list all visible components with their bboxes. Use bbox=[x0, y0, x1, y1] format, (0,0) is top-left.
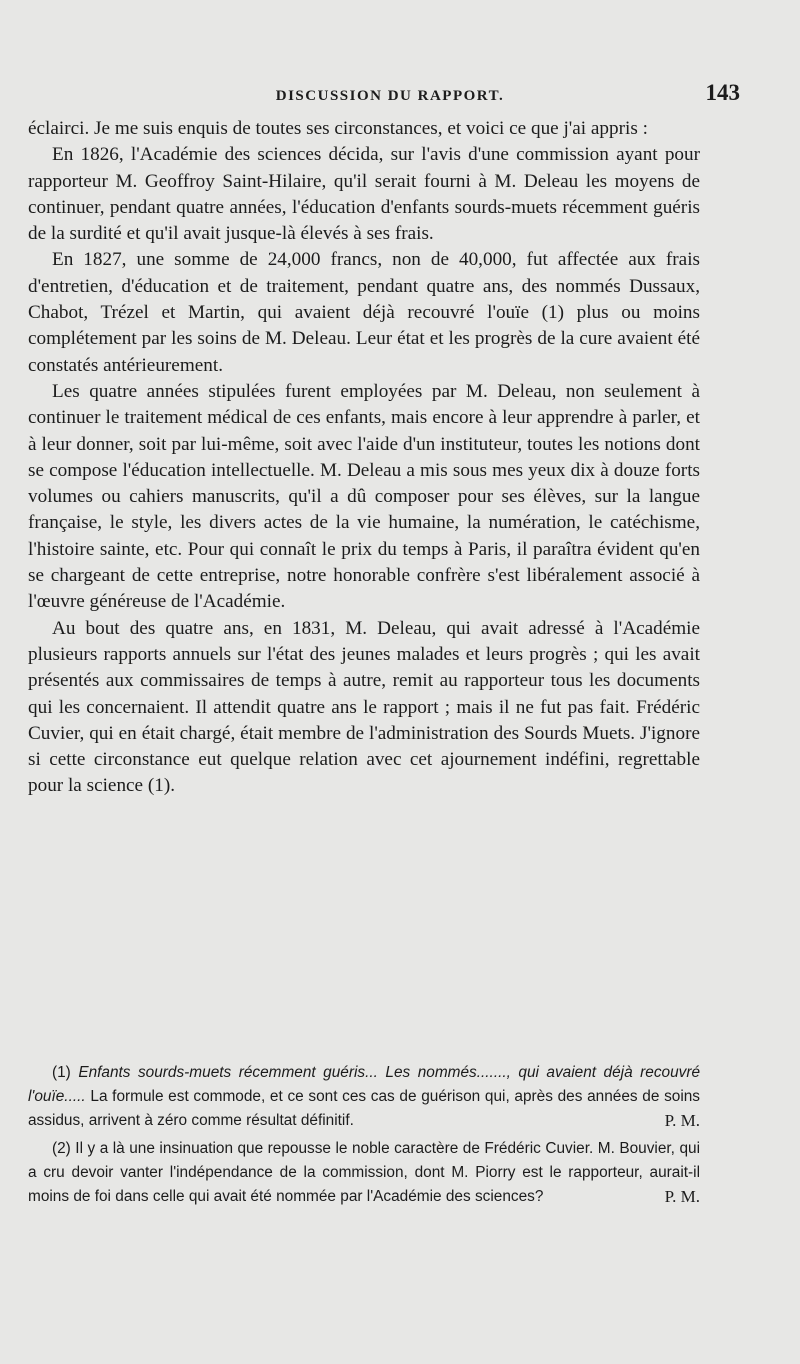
footnote-marker: (1) bbox=[52, 1064, 71, 1081]
paragraph: En 1826, l'Académie des sciences décida, sur l'avis d'une commission ayant pour rapporteur M. Geoffroy Saint-Hilaire, qu'il serait fourni à M. Deleau les moyens de continuer, pendant quatre années, l'éducation d'enfants sourds-muets récemment guéris de la surdité et qu'il avait jusque-là élevés à ses frais. bbox=[28, 144, 700, 245]
footnotes bbox=[28, 1061, 700, 1212]
paragraph: Au bout des quatre ans, en 1831, M. Deleau, qui avait adressé à l'Académie plusieurs rapports annuels sur l'état des jeunes malades et leurs progrès ; qui les avait présentés aux commissaires de temps à autre, remit au rapporteur tous les documents qui les concernaient. Il attendit quatre ans le rapport ; mais il ne fut pas fait. Frédéric Cuvier, qui en était chargé, était membre de l'administration des Sourds Muets. J'ignore si cette circonstance eut quelque relation avec cet ajournement indéfini, regrettable pour la science (1). bbox=[28, 617, 700, 797]
footnote-signature: P. M. bbox=[664, 1111, 700, 1131]
footnote-text: La formule est commode, et ce sont ces cas de guérison qui, après des années de soins assidus, arrivent à zéro comme résultat définitif. bbox=[28, 1088, 700, 1130]
footnote-marker: (2) bbox=[52, 1139, 71, 1157]
running-title: DISCUSSION DU RAPPORT. bbox=[275, 88, 505, 104]
footnote-quote: Enfants sourds-muets récemment guéris... Les nommés......., qui avaient déjà recouvré l'ouïe..... bbox=[28, 1064, 701, 1106]
footnote bbox=[28, 1061, 700, 1134]
main-text bbox=[28, 116, 700, 800]
paragraph: éclairci. Je me suis enquis de toutes ses circonstances, et voici ce que j'ai appris : bbox=[28, 118, 648, 139]
footnote-signature: P. M. bbox=[664, 1187, 700, 1207]
paragraph: Les quatre années stipulées furent employées par M. Deleau, non seulement à continuer le traitement médical de ces enfants, mais encore à leur apprendre à parler, et à leur donner, soit par lui-même, soit avec l'aide d'un instituteur, toutes les notions dont se compose l'éducation intellectuelle. M. Deleau a mis sous mes yeux dix à douze forts volumes ou cahiers manuscrits, qu'il a dû composer pour ses élèves, sur la langue française, le style, les divers actes de la vie humaine, la numération, le catéchisme, l'histoire sainte, etc. Pour qui connaît le prix du temps à Paris, il paraîtra évident qu'en se chargeant de cette entreprise, notre honorable confrère s'est libéralement associé à l'œuvre généreuse de l'Académie. bbox=[28, 380, 700, 613]
paragraph: En 1827, une somme de 24,000 francs, non de 40,000, fut affectée aux frais d'entretien, d'éducation et de traitement, pendant quatre ans, des nommés Dussaux, Chabot, Trézel et Martin, qui avaient déjà recouvré l'ouïe (1) plus ou moins complétement par les soins de M. Deleau. Leur état et les progrès de la cure avaient été constatés antérieurement. bbox=[28, 249, 700, 376]
page-number: 143 bbox=[705, 80, 740, 105]
footnote bbox=[28, 1137, 700, 1210]
running-head bbox=[40, 80, 740, 114]
footnote-text: Il y a là une insinuation que repousse le noble caractère de Frédéric Cuvier. M. Bouvier, qui a cru devoir vanter l'indépendance de la commission, dont M. Piorry est le rapporteur, aurait-il moins de foi dans celle qui avait été nommée par l'Académie des sciences? bbox=[28, 1139, 700, 1206]
